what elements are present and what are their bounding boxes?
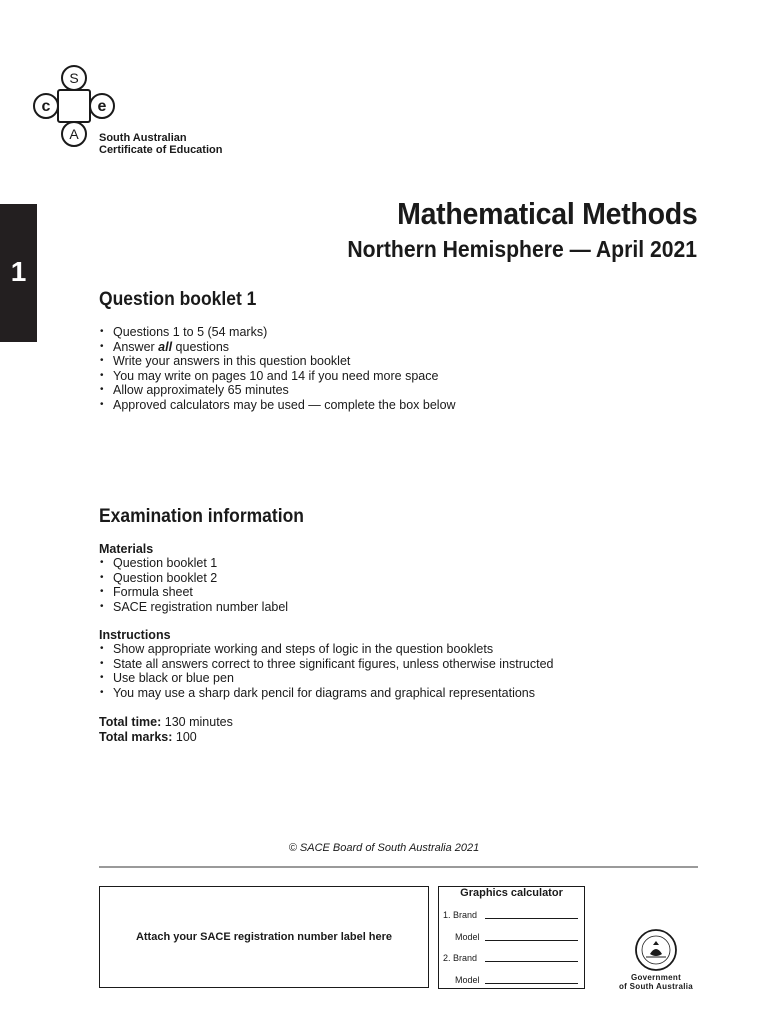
list-item: • Approved calculators may be used — complete the box below [99, 398, 456, 413]
list-item: • Show appropriate working and steps of logic in the question booklets [99, 642, 554, 657]
calculator-brand-1 [443, 908, 578, 920]
materials-heading: Materials [99, 542, 154, 556]
booklet-bullets [99, 325, 456, 413]
total-marks [99, 730, 197, 744]
instructions-list [99, 642, 554, 700]
copyright-notice: © SACE Board of South Australia 2021 [288, 842, 480, 854]
list-item: • Question booklet 1 [99, 556, 288, 571]
model-1-field[interactable] [485, 940, 578, 941]
list-item: • Allow approximately 65 minutes [99, 383, 456, 398]
list-item: • Write your answers in this question booklet [99, 354, 456, 369]
footer-divider [99, 866, 698, 868]
brand-2-label: 2. Brand [443, 953, 478, 963]
total-marks-label: Total marks: [99, 730, 173, 744]
list-item: • You may use a sharp dark pencil for diagrams and graphical representations [99, 686, 554, 701]
booklet-tab-number: 1 [10, 256, 27, 287]
brand-2-field[interactable] [485, 961, 578, 962]
brand-1-label: 1. Brand [443, 910, 478, 920]
exam-info-heading: Examination information [99, 506, 304, 527]
list-item: • Formula sheet [99, 585, 288, 600]
calculator-model-2 [443, 973, 578, 985]
model-2-field[interactable] [485, 983, 578, 984]
emphasis-text: all [158, 339, 173, 354]
total-time [99, 715, 233, 729]
page-subtitle: Northern Hemisphere — April 2021 [347, 236, 697, 262]
list-item: • Answer all questions [99, 340, 456, 355]
logo-line-2: Certificate of Education [99, 144, 223, 156]
calculator-brand-2 [443, 951, 578, 963]
sace-logo-text [99, 132, 222, 156]
logo-line-1: South Australian [99, 132, 187, 144]
government-line-1: Government [630, 973, 682, 982]
total-time-value: 130 minutes [164, 715, 233, 729]
instructions-heading: Instructions [99, 628, 171, 642]
government-line-2: of South Australia [619, 982, 693, 991]
list-item: • Questions 1 to 5 (54 marks) [99, 325, 456, 340]
government-text [606, 973, 706, 991]
booklet-tab [0, 204, 37, 342]
page-title: Mathematical Methods [396, 196, 697, 231]
svg-text:c: c [41, 98, 51, 115]
registration-label-text: Attach your SACE registration number label here [135, 931, 393, 943]
list-item: • SACE registration number label [99, 600, 288, 615]
svg-text:e: e [97, 98, 107, 115]
total-marks-value: 100 [175, 730, 197, 744]
svg-text:S: S [69, 70, 79, 86]
svg-text:A: A [69, 126, 79, 142]
booklet-heading: Question booklet 1 [99, 289, 257, 310]
model-2-label: Model [455, 975, 480, 985]
model-1-label: Model [455, 932, 480, 942]
list-item: • State all answers correct to three significant figures, unless otherwise instructed [99, 657, 554, 672]
calculator-model-1 [443, 930, 578, 942]
calculator-box [438, 886, 585, 989]
list-item: • Question booklet 2 [99, 571, 288, 586]
total-time-label: Total time: [99, 715, 162, 729]
list-item: • Use black or blue pen [99, 671, 554, 686]
registration-label-box[interactable] [99, 886, 429, 988]
calculator-title: Graphics calculator [460, 887, 563, 899]
brand-1-field[interactable] [485, 918, 578, 919]
list-item: • You may write on pages 10 and 14 if you need more space [99, 369, 456, 384]
materials-list [99, 556, 288, 614]
